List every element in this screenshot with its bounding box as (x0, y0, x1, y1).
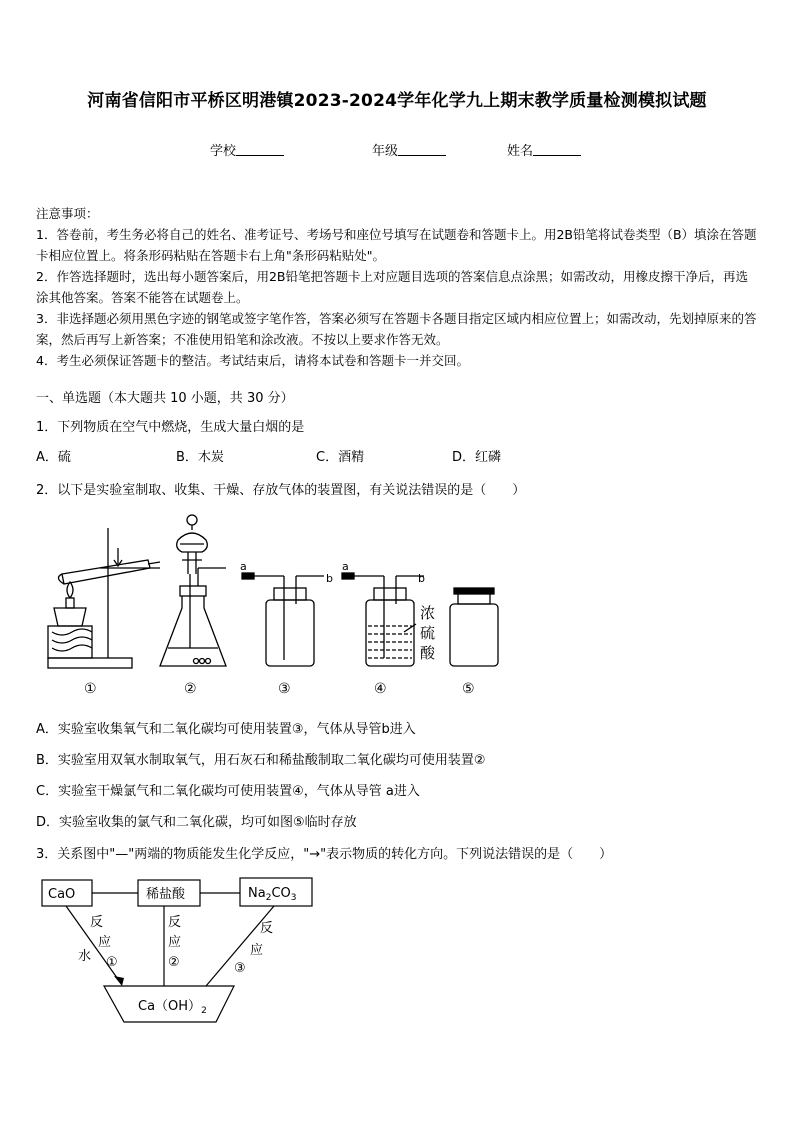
question-1-stem: 1．下列物质在空气中燃烧，生成大量白烟的是 (36, 420, 305, 435)
section-heading: 一、单选题（本大题共 10 小题，共 30 分） (36, 391, 294, 406)
note-item: 1．答卷前，考生务必将自己的姓名、准考证号、考场号和座位号填写在试题卷和答题卡上。用2B铅笔将试卷类型（B）填涂在答题卡相应位置上。将条形码粘贴在答题卡右上角"条形码粘贴处"。 (36, 227, 757, 263)
reaction-3-char-2: 应 (250, 943, 264, 958)
na2co3-na: Na (248, 886, 266, 901)
option-a[interactable]: A．硫 (36, 450, 71, 465)
reaction-2-char-2: 应 (168, 935, 182, 950)
box-hcl-label: 稀盐酸 (146, 887, 186, 902)
question-2-stem: 2．以下是实验室制取、收集、干燥、存放气体的装置图，有关说法错误的是（ ） (36, 483, 526, 498)
notes-heading: 注意事项： (36, 206, 99, 221)
box-na2co3-label (248, 886, 296, 903)
apparatus-5 (450, 588, 498, 666)
question-2-option-c[interactable]: C．实验室干燥氯气和二氧化碳均可使用装置④，气体从导管 a进入 (36, 784, 420, 799)
reaction-3-num: ③ (234, 961, 246, 976)
box-caoh2-label (138, 999, 207, 1016)
acid-label-2: 硫 (420, 624, 436, 642)
school-blank[interactable] (236, 143, 284, 156)
tube-a-label-3: a (240, 560, 247, 573)
question-2-option-b[interactable]: B．实验室用双氧水制取氧气，用石灰石和稀盐酸制取二氧化碳均可使用装置② (36, 753, 486, 768)
question-2-option-a[interactable]: A．实验室收集氧气和二氧化碳均可使用装置③，气体从导管b进入 (36, 722, 416, 737)
na2co3-co: CO (271, 886, 291, 901)
apparatus-1 (48, 528, 160, 668)
note-item: 4．考生必须保证答题卡的整洁。考试结束后，请将本试卷和答题卡一并交回。 (36, 353, 469, 368)
tube-b-label-3: b (326, 572, 333, 585)
apparatus-4 (342, 573, 424, 666)
relation-diagram (30, 868, 350, 1028)
grade-label: 年级 (372, 144, 399, 159)
acid-label-1: 浓 (420, 604, 436, 622)
page-title: 河南省信阳市平桥区明港镇2023-2024学年化学九上期末教学质量检测模拟试题 (87, 91, 707, 111)
option-d[interactable]: D．红磷 (452, 450, 502, 465)
reaction-1-char-2: 应 (98, 935, 112, 950)
name-label: 姓名 (507, 144, 534, 159)
na2co3-sub-2: 3 (290, 893, 297, 903)
tube-b-label-4: b (418, 572, 425, 585)
box-cao-label: CaO (48, 887, 76, 902)
question-3-stem: 3．关系图中"—"两端的物质能发生化学反应，"→"表示物质的转化方向。下列说法错误的是（ ） (36, 847, 613, 862)
figure-label-5: ⑤ (462, 681, 475, 697)
school-field (210, 140, 284, 159)
figure-label-2: ② (184, 681, 197, 697)
name-blank[interactable] (533, 143, 581, 156)
apparatus-3 (242, 573, 324, 666)
note-item: 2．作答选择题时，选出每小题答案后，用2B铅笔把答题卡上对应题目选项的答案信息点涂黑；如需改动，用橡皮擦干净后，再选涂其他答案。答案不能答在试题卷上。 (36, 269, 748, 305)
figure-label-3: ③ (278, 681, 291, 697)
name-field (507, 140, 581, 159)
water-label: 水 (78, 949, 92, 964)
grade-blank[interactable] (398, 143, 446, 156)
option-b[interactable]: B．木炭 (176, 450, 224, 465)
note-item: 3．非选择题必须用黑色字迹的钢笔或签字笔作答，答案必须写在答题卡各题目指定区域内相应位置上；如需改动，先划掉原来的答案，然后再写上新答案；不准使用铅笔和涂改液。不按以上要求作答无效。 (36, 311, 757, 347)
na2co3-sub-1: 2 (265, 893, 272, 903)
caoh2-main: Ca（OH） (138, 999, 202, 1014)
reaction-2-char-1: 反 (168, 915, 182, 930)
reaction-1-num: ① (106, 955, 118, 970)
figure-label-1: ① (84, 681, 97, 697)
question-2-option-d[interactable]: D．实验室收集的氯气和二氧化碳，均可如图⑤临时存放 (36, 815, 357, 830)
notes-section (36, 203, 760, 371)
tube-a-label-4: a (342, 560, 349, 573)
apparatus-figure (40, 508, 520, 704)
grade-field (372, 140, 446, 159)
apparatus-2 (160, 515, 226, 666)
figure-label-4: ④ (374, 681, 387, 697)
reaction-1-char-1: 反 (90, 915, 104, 930)
acid-label-3: 酸 (420, 644, 436, 662)
reaction-3-char-1: 反 (260, 921, 274, 936)
reaction-2-num: ② (168, 955, 180, 970)
caoh2-sub: 2 (201, 1006, 207, 1016)
option-c[interactable]: C．酒精 (316, 450, 365, 465)
school-label: 学校 (210, 144, 237, 159)
